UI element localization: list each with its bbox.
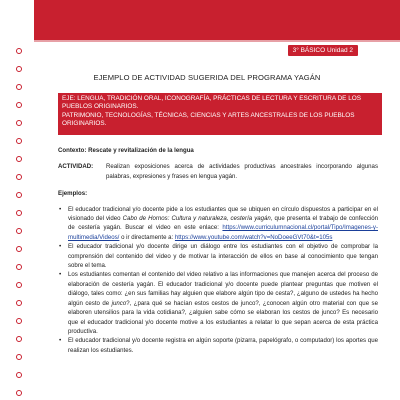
item-1-video-title: Cabo de Hornos: Cultura y naturaleza, cestería yagán — [122, 215, 271, 223]
margin-dot-icon — [16, 336, 22, 342]
margin-dot-icon — [16, 84, 22, 90]
list-item — [68, 336, 378, 355]
contexto-label: Contexto: — [58, 147, 87, 154]
margin-dot-icon — [16, 156, 22, 162]
contexto-line — [58, 146, 378, 155]
margin-dot-icon — [16, 48, 22, 54]
list-item — [68, 270, 378, 336]
eje-line-2: PATRIMONIO, TECNOLOGÍAS, TÉCNICAS, CIENCIAS Y ARTES ANCESTRALES DE LOS PUEBLOS ORIGINARIOS. — [62, 111, 355, 128]
item-2-text: El educador tradicional y/o docente dirige un diálogo entre los estudiantes con el objetivo de comprobar la comprensión del contenido del video y de motivar la interacción de ellos en base al conocimiento que tengan sobre el tema. — [68, 243, 378, 270]
document-body — [58, 146, 378, 355]
examples-list — [58, 205, 378, 356]
list-item — [68, 242, 378, 270]
item-3-text-c: ?, ¿para qué se hacían estos cestos de junco?, ¿conocen algún otro material con que se elaboren utensilios para la vida cotidiana?, ¿alguien sabe cómo se elaboran los cestos de junco? Es necesario que el educador tradicional y/o docente motive a los estudiantes a relatar lo que sepan acerca de esta práctica productiva. — [68, 299, 378, 335]
margin-dot-icon — [16, 318, 22, 324]
contexto-value: Rescate y revitalización de la lengua — [88, 147, 194, 154]
margin-dot-icon — [16, 264, 22, 270]
margin-dot-icon — [16, 210, 22, 216]
list-item — [68, 205, 378, 243]
actividad-text: Realizan exposiciones acerca de actividades productivas ancestrales incorporando algunas palabras, expresiones y frases en lengua yagán. — [106, 163, 378, 180]
actividad-label: ACTIVIDAD: — [58, 163, 94, 171]
page-title: EJEMPLO DE ACTIVIDAD SUGERIDA DEL PROGRAMA YAGÁN — [93, 73, 321, 82]
actividad-block — [58, 162, 378, 181]
item-4-text: El educador tradicional y/o docente registra en algún soporte (pizarra, papelógrafo, o computador) los aportes que realizan los estudiantes. — [68, 337, 378, 354]
header-bar — [34, 0, 400, 40]
margin-dot-icon — [16, 354, 22, 360]
margin-dot-icon — [16, 246, 22, 252]
margin-dot-icon — [16, 300, 22, 306]
margin-dot-icon — [16, 138, 22, 144]
eje-box — [58, 93, 382, 135]
margin-dot-icon — [16, 372, 22, 378]
margin-dot-icon — [16, 192, 22, 198]
margin-dot-icon — [16, 102, 22, 108]
margin-dot-icon — [16, 390, 22, 396]
margin-dot-icon — [16, 282, 22, 288]
curriculum-video-link[interactable]: https://www.curriculumnacional.cl/portal/Tipo/Imagenes-y-multimedia/Videos/ — [68, 224, 378, 241]
margin-dot-icon — [16, 120, 22, 126]
ejemplos-label: Ejemplos: — [58, 190, 88, 198]
item-3-junco: junco — [111, 299, 127, 307]
item-1-text-d: o ir directamente a: — [119, 233, 175, 241]
left-margin-strip — [0, 0, 34, 400]
youtube-video-link[interactable]: https://www.youtube.com/watch?v=NoDoeeGVt70&t=105s — [174, 233, 333, 241]
grade-unit-badge: 3° BÁSICO Unidad 2 — [288, 45, 358, 56]
item-1-text-a: El educador tradicional y/o docente pide a los estudiantes que se ubiquen en círculo dispuestos a participar en el visionado del video — [68, 205, 378, 223]
margin-dot-icon — [16, 66, 22, 72]
header-divider — [34, 40, 400, 42]
eje-line-1: EJE: LENGUA, TRADICIÓN ORAL, ICONOGRAFÍA, PRÁCTICAS DE LECTURA Y ESCRITURA DE LOS PUEBLOS ORIGINARIOS. — [62, 95, 362, 111]
margin-dot-icon — [16, 228, 22, 234]
item-3-text-a: Los estudiantes comentan el contenido del video relativo a las informaciones que manejen acerca del proceso de elaboración de cestería yagán. El educador tradicional y/o docente puede plantear preguntas que motiven el diálogo, tales como: ¿en sus familias hay alguien que elabore algún tipo de cesta?, ¿alguno de ustedes ha hecho algún cesto de — [68, 271, 378, 307]
item-1-text-c: , que presenta el trabajo de confección de cestería yagán. Buscar el video en este enlace: — [68, 215, 378, 232]
margin-dot-icon — [16, 174, 22, 180]
